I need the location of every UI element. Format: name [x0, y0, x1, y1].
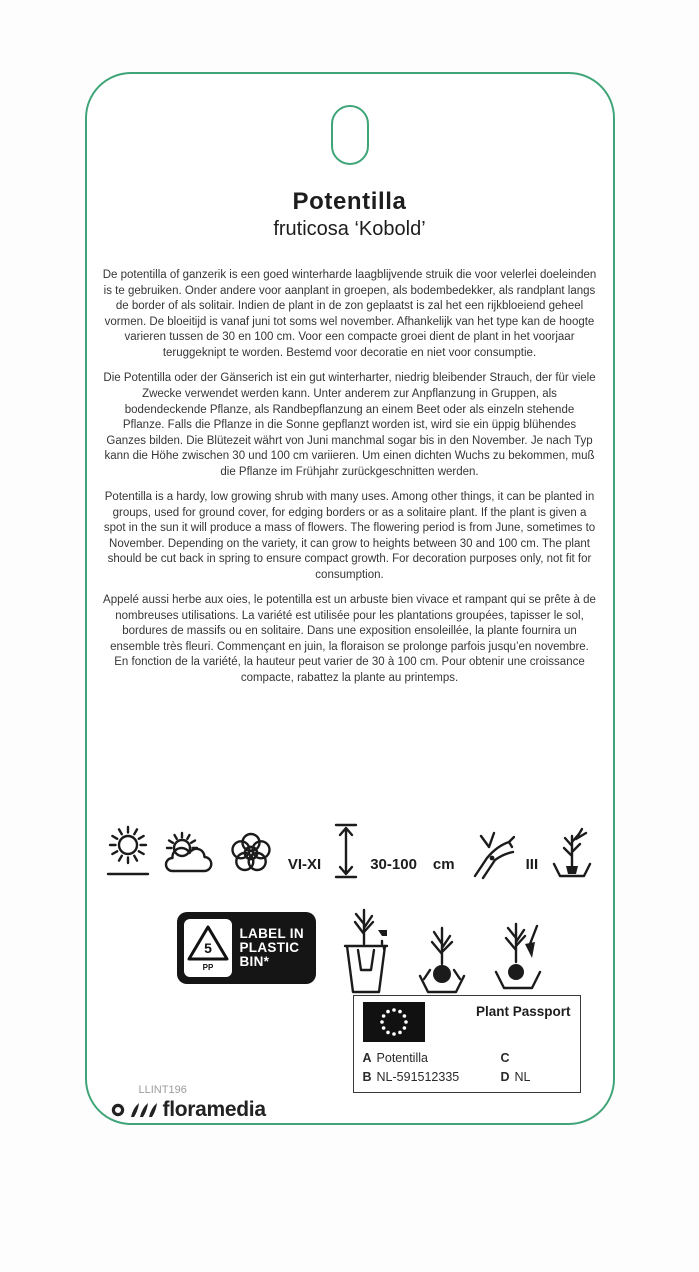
full-sun-icon — [105, 824, 151, 880]
svg-text:PP: PP — [202, 963, 213, 972]
recycling-pp5-icon — [184, 919, 232, 977]
description-dutch: De potentilla of ganzerik is een goed winterharde laagblijvende struik die voor velerlei doeleinden is te gebruiken. Onder andere voor aanplant in groepen, als bodembedekker, als randplant langs de border of als solitair. Indien de plant in de zon geplaatst is zal het een rijkbloeiend geheel vormen. De bloeitijd is vanaf juni tot soms wel november. Afhankelijk van het type kan de hoogte varieren tussen de 30 en 100 cm. Voor een compacte groei dient de plant in het voorjaar teruggeknipt te worden. Bestemd voor decoratie en niet voor consumptie. — [102, 269, 597, 359]
pruning-period-label: III — [525, 856, 539, 873]
passport-field-c: C — [500, 1051, 510, 1065]
soak-plant-icon — [340, 904, 392, 996]
passport-fields — [363, 1051, 571, 1084]
cutback-plant-icon — [550, 824, 594, 880]
hang-hole — [331, 105, 369, 165]
plant-passport-header — [363, 1002, 571, 1042]
passport-field-d: D NL — [500, 1070, 531, 1084]
care-icons-row — [87, 822, 613, 880]
height-unit-label: cm — [432, 856, 455, 873]
passport-title: Plant Passport — [475, 1004, 571, 1019]
eu-flag-icon — [363, 1002, 425, 1042]
description-german: Die Potentilla oder der Gänserich ist ein gut winterharter, niedrig bleibender Strauch, der für viele Zwecke verwendet werden kann. Unter anderem zur Anpflanzung in Gruppen, als bodendeckende Pflanze, als Randbepflanzung an einem Beet oder als einzeln stehende Pflanze. Falls die Pflanze in die Sonne gepflanzt worden ist, wird sie ein üppig blühendes Ganzes bilden. Die Blütezeit währt von Juni manchmal sogar bis in den November. Je nach Typ kann die Höhe zwischen 30 und 100 cm variieren. Um einen dichten Wuchs zu bekommen, muß die Pflanze im Frühjahr zurückgeschnitten werden. — [103, 372, 596, 478]
height-range-label: 30-100 — [370, 856, 417, 873]
passport-field-b: B NL-591512335 — [362, 1070, 460, 1084]
plant-subtitle: fruticosa ‘Kobold’ — [273, 218, 426, 241]
plant-label-card — [85, 72, 615, 1125]
page-background — [0, 72, 699, 1272]
partial-shade-icon — [162, 831, 214, 877]
logo-leaves-icon — [129, 1101, 159, 1119]
plant-passport-box — [353, 995, 581, 1093]
badge-line: PLASTIC — [239, 940, 300, 956]
svg-text:5: 5 — [203, 940, 212, 956]
flowering-period-label: VI-XI — [287, 856, 322, 873]
height-arrow-icon — [333, 822, 359, 880]
description-english: Potentilla is a hardy, low growing shrub with many uses. Among other things, it can be planted in groups, used for ground cover, for edging borders or as a solitaire plant. If the plant is given a spot in the sun it will produce a mass of flowers. The flowering period is from June, sometimes to November. Depending on the variety, it can grow to heights between 30 and 100 cm. The plant should be cut back in spring to ensure compact growth. For decoration purposes only, not fit for consumption. — [103, 491, 596, 581]
passport-field-a: A Potentilla — [362, 1051, 428, 1065]
flower-icon — [225, 826, 277, 878]
plant-title: Potentilla — [292, 188, 407, 215]
description-french: Appelé aussi herbe aux oies, le potentilla est un arbuste bien vivace et rampant qui se prête à de nombreuses utilisations. La variété est utilisée pour les plantations groupées, tapisser le sol, bordures de massifs ou en solitaire. Dans une exposition ensoleillée, la plante fournira un ensemble très fleuri. Commençant en juin, la floraison se prolonge parfois jusqu’en novembre. En fonction de la variété, la hauteur peut varier de 30 à 100 cm. Pour obtenir une croissance compacte, rabattez la plante au printemps. — [103, 594, 596, 684]
product-code: LLINT196 — [138, 1084, 187, 1096]
rootball-hole-icon — [416, 920, 468, 996]
plastic-bin-badge — [177, 912, 316, 984]
brand-name: floramedia — [162, 1098, 266, 1121]
plant-trowel-icon — [492, 910, 544, 996]
planting-instructions-row — [177, 904, 544, 996]
label-footer — [111, 1084, 266, 1122]
plastic-bin-badge-text — [240, 927, 304, 968]
pruning-shears-icon — [467, 828, 515, 880]
badge-line: LABEL IN — [239, 926, 304, 942]
floramedia-logo — [111, 1098, 266, 1122]
logo-ring-icon — [111, 1103, 125, 1117]
badge-line: BIN* — [239, 953, 270, 969]
